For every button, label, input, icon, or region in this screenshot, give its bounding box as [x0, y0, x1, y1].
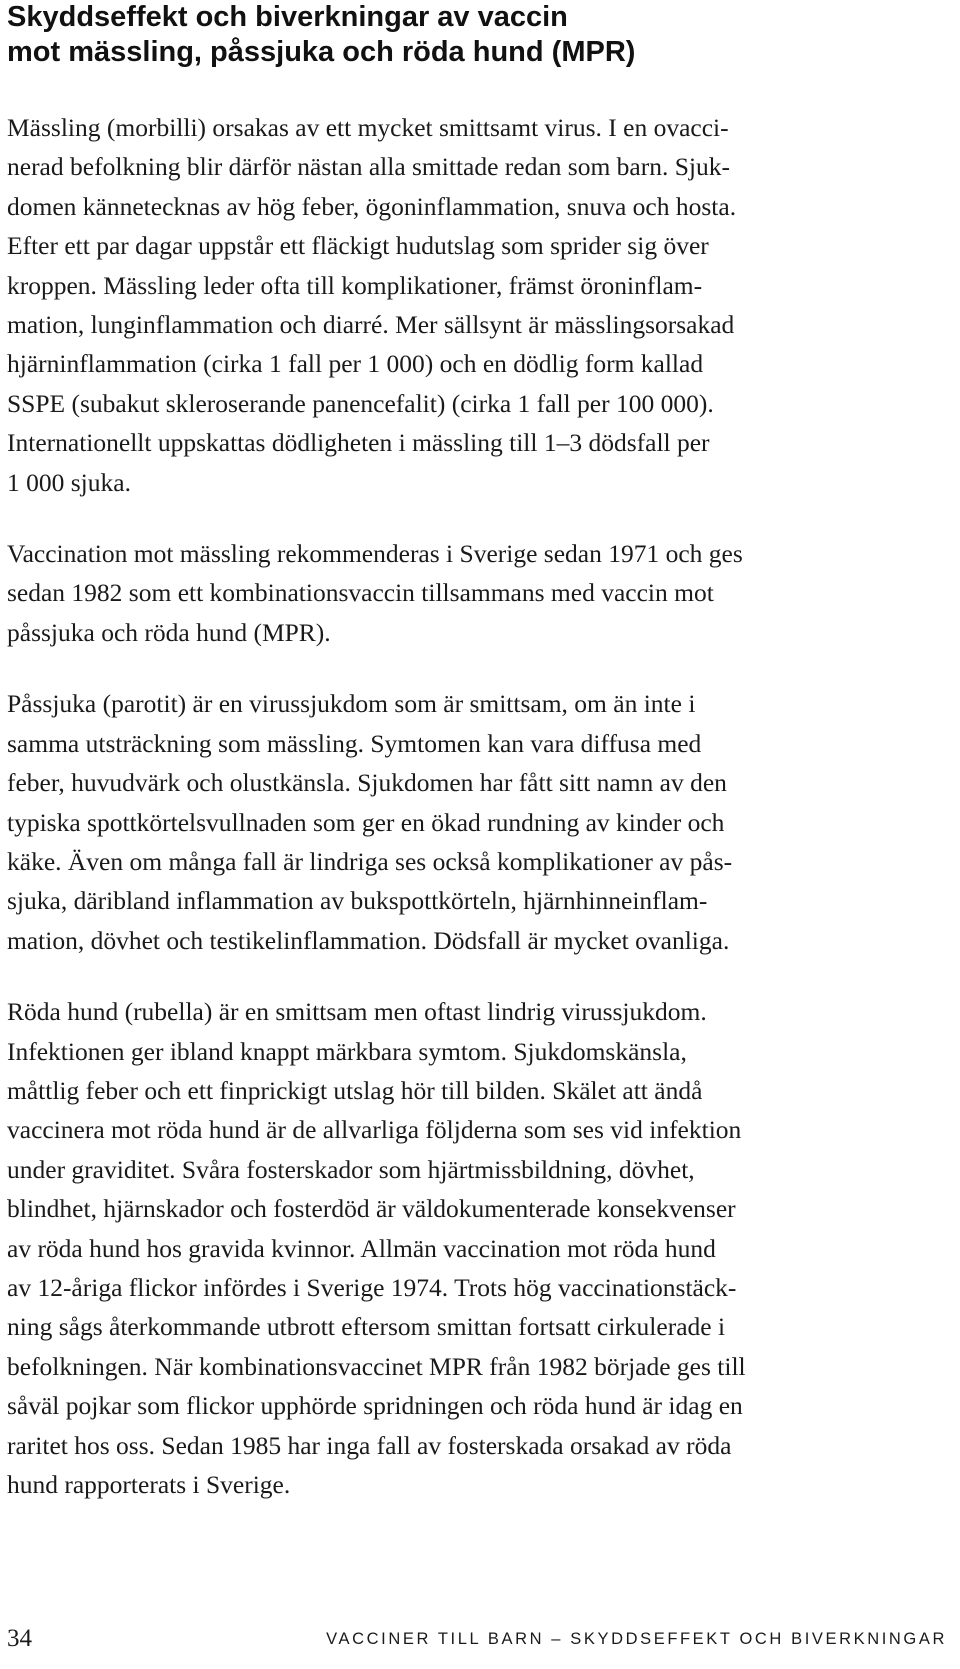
text-line: ning sågs återkommande utbrott eftersom smittan fortsatt cirkulerade i [7, 1312, 726, 1342]
text-line: påssjuka och röda hund (MPR). [7, 617, 331, 647]
text-line: Internationellt uppskattas dödligheten i mässling till 1–3 dödsfall per [7, 428, 710, 458]
paragraph-measles [7, 108, 947, 502]
text-line: vaccinera mot röda hund är de allvarliga följderna som ses vid infektion [7, 1115, 742, 1145]
running-head: VACCINER TILL BARN – SKYDDSEFFEKT OCH BIVERKNINGAR [326, 1630, 947, 1648]
text-line: under graviditet. Svåra fosterskador som hjärtmissbildning, dövhet, [7, 1154, 695, 1184]
text-line: sjuka, däribland inflammation av bukspottkörteln, hjärnhinneinflam- [7, 886, 708, 916]
text-line: feber, huvudvärk och olustkänsla. Sjukdomen har fått sitt namn av den [7, 768, 727, 798]
text-line: domen kännetecknas av hög feber, ögoninflammation, snuva och hosta. [7, 191, 737, 221]
text-line: blindhet, hjärnskador och fosterdöd är väldokumenterade konsekvenser [7, 1194, 736, 1224]
text-line: måttlig feber och ett finprickigt utslag hör till bilden. Skälet att ändå [7, 1075, 703, 1105]
text-line: typiska spottkörtelsvullnaden som ger en ökad rundning av kinder och [7, 807, 725, 837]
text-line: hund rapporterats i Sverige. [7, 1470, 291, 1499]
text-line: Röda hund (rubella) är en smittsam men oftast lindrig virussjukdom. [7, 997, 707, 1027]
text-line: Påssjuka (parotit) är en virussjukdom som är smittsam, om än inte i [7, 689, 696, 719]
title-line: Skyddseffekt och biverkningar av vaccin [7, 1, 568, 33]
text-line: Mässling (morbilli) orsakas av ett mycket smittsamt virus. I en ovacci- [7, 113, 729, 142]
text-line: såväl pojkar som flickor upphörde spridningen och röda hund är idag en [7, 1391, 743, 1421]
title-line: mot mässling, påssjuka och röda hund (MPR) [7, 36, 636, 68]
text-line: käke. Även om många fall är lindriga ses också komplikationer av pås- [7, 846, 733, 876]
document-page [7, 0, 947, 1504]
text-line: Infektionen ger ibland knappt märkbara symtom. Sjukdomskänsla, [7, 1036, 687, 1066]
paragraph-rubella [7, 992, 947, 1504]
text-line: Vaccination mot mässling rekommenderas i Sverige sedan 1971 och ges [7, 539, 743, 569]
page-title [7, 0, 947, 70]
text-line: befolkningen. När kombinationsvaccinet MPR från 1982 började ges till [7, 1351, 746, 1381]
paragraph-vaccination [7, 534, 947, 652]
text-line: samma utsträckning som mässling. Symtomen kan vara diffusa med [7, 728, 702, 758]
page-number: 34 [7, 1625, 32, 1652]
text-line: SSPE (subakut skleroserande panencefalit) (cirka 1 fall per 100 000). [7, 388, 714, 418]
text-line: nerad befolkning blir därför nästan alla smittade redan som barn. Sjuk- [7, 152, 730, 182]
text-line: mation, dövhet och testikelinflammation. Dödsfall är mycket ovanliga. [7, 925, 730, 955]
text-line: av röda hund hos gravida kvinnor. Allmän vaccination mot röda hund [7, 1233, 716, 1263]
text-line: kroppen. Mässling leder ofta till komplikationer, främst öroninflam- [7, 270, 703, 300]
text-line: sedan 1982 som ett kombinationsvaccin tillsammans med vaccin mot [7, 578, 714, 608]
page-footer [7, 1625, 947, 1655]
text-line: 1 000 sjuka. [7, 467, 131, 497]
text-line: raritet hos oss. Sedan 1985 har inga fall av fosterskada orsakad av röda [7, 1430, 732, 1460]
text-line: Efter ett par dagar uppstår ett fläckigt hudutslag som sprider sig över [7, 231, 709, 261]
text-line: mation, lunginflammation och diarré. Mer sällsynt är mässlingsorsakad [7, 310, 735, 340]
text-line: av 12-åriga flickor infördes i Sverige 1974. Trots hög vaccinationstäck- [7, 1272, 737, 1302]
text-line: hjärninflammation (cirka 1 fall per 1 000) och en dödlig form kallad [7, 349, 704, 379]
paragraph-mumps [7, 684, 947, 960]
